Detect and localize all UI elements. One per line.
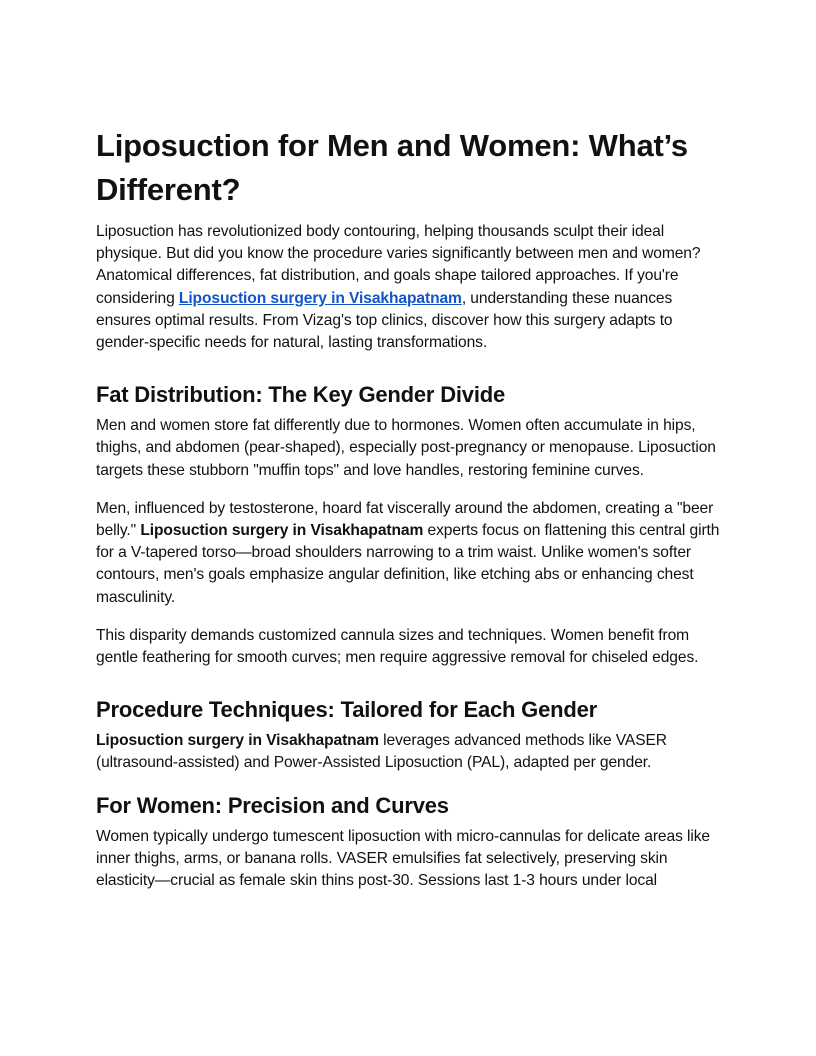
procedure-techniques-paragraph — [96, 730, 722, 774]
procedure-techniques-heading: Procedure Techniques: Tailored for Each Gender — [96, 697, 597, 723]
intro-text-after-link: , understanding these nuances ensures optimal results. From Vizag's top clinics, discover how this surgery adapts to gender-specific needs for natural, lasting transformations. — [96, 289, 673, 352]
fat-distribution-heading: Fat Distribution: The Key Gender Divide — [96, 382, 506, 408]
fat-p2-text-before: Men, influenced by testosterone, hoard fat viscerally around the abdomen, creating a "beer belly." — [96, 499, 714, 540]
techniques-bold-keyword: Liposuction surgery in Visakhapatnam — [96, 732, 379, 750]
intro-paragraph — [96, 221, 722, 354]
fat-p2-bold-keyword: Liposuction surgery in Visakhapatnam — [140, 522, 424, 540]
intro-text-before-link: Liposuction has revolutionized body contouring, helping thousands sculpt their ideal physique. But did you know the procedure varies significantly between men and women? Anatomical differences, fat distribution, and goals shape tailored approaches. If you're considering — [96, 223, 701, 307]
fat-distribution-paragraph-1: Men and women store fat differently due to hormones. Women often accumulate in hips, thighs, and abdomen (pear-shaped), especially post-pregnancy or menopause. Liposuction targets these stubborn "muffin tops" and love handles, restoring feminine curves. — [96, 417, 716, 479]
for-women-paragraph: Women typically undergo tumescent liposuction with micro-cannulas for delicate areas like inner thighs, arms, or banana rolls. VASER emulsifies fat selectively, preserving skin elasticity—crucial as female skin thins post-30. Sessions last 1-3 hours under local — [96, 827, 710, 890]
fat-distribution-paragraph-3: This disparity demands customized cannula sizes and techniques. Women benefit from gentle feathering for smooth curves; men require aggressive removal for chiseled edges. — [96, 626, 699, 667]
document-page — [96, 124, 722, 908]
techniques-text-after: leverages advanced methods like VASER (ultrasound-assisted) and Power-Assisted Liposuction (PAL), adapted per gender. — [96, 732, 667, 772]
fat-p2-text-after: experts focus on flattening this central girth for a V-tapered torso—broad shoulders narrowing to a trim waist. Unlike women's softer contours, men's goals emphasize angular definition, like etching abs or enhancing chest masculinity. — [96, 522, 720, 606]
liposuction-visakhapatnam-link[interactable]: Liposuction surgery in Visakhapatnam — [178, 289, 462, 307]
for-women-heading: For Women: Precision and Curves — [96, 792, 449, 818]
article-title: Liposuction for Men and Women: What’s Different? — [96, 128, 688, 207]
fat-distribution-paragraph-2 — [96, 498, 722, 609]
